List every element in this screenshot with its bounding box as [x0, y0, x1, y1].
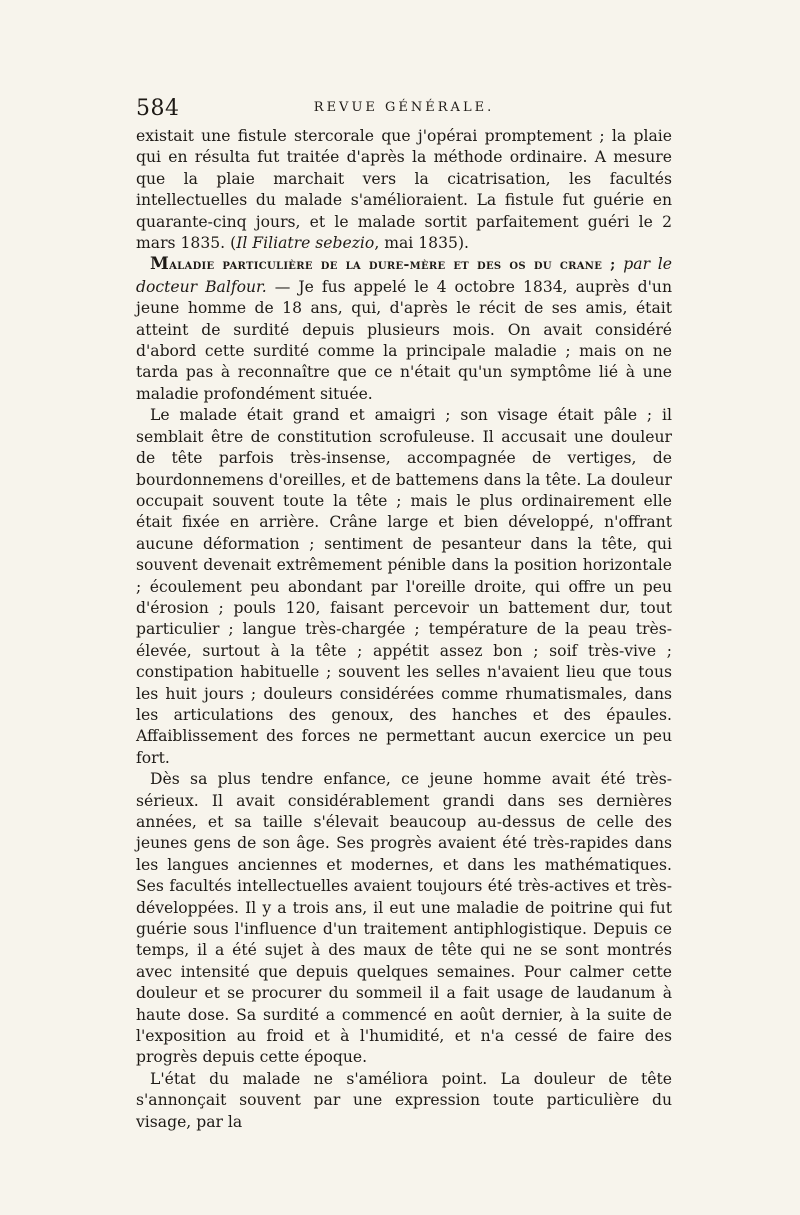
- running-head: REVUE GÉNÉRALE.: [313, 100, 495, 115]
- page-header: [136, 96, 672, 126]
- body-text: [136, 126, 672, 1133]
- paragraph-4: Dès sa plus tendre enfance, ce jeune homme avait été très-sérieux. Il avait considérablement grandi dans ses dernières années, et sa taille s'élevait beaucoup au-dessus de celle des jeunes gens de son âge. Ses progrès avaient été très-rapides dans les langues anciennes et modernes, et dans les mathématiques. Ses facultés intellectuelles avaient toujours été très-actives et très-développées. Il y a trois ans, il eut une maladie de poitrine qui fut guérie sous l'influence d'un traitement antiphlogistique. Depuis ce temps, il a été sujet à des maux de tête qui ne se sont montrés avec intensité que depuis quelques semaines. Pour calmer cette douleur et se procurer du sommeil il a fait usage de laudanum à haute dose. Sa surdité a commencé en août dernier, à la suite de l'exposition au froid et à l'humidité, et n'a cessé de faire des progrès depuis cette époque.: [136, 770, 672, 1067]
- paragraph-1: [136, 126, 672, 254]
- section-heading-initial: M: [150, 254, 170, 275]
- source-citation-tail: , mai 1835).: [374, 234, 469, 253]
- paragraph-2: [136, 254, 672, 405]
- paragraph-5: L'état du malade ne s'améliora point. La douleur de tête s'annonçait souvent par une expression toute particulière du visage, par la: [136, 1069, 672, 1131]
- section-heading: aladie particulière de la dure-mère et des os du crane ;: [169, 257, 616, 274]
- page-number: 584: [136, 96, 180, 121]
- paragraph-2-text: — Je fus appelé le 4 octobre 1834, auprès d'un jeune homme de 18 ans, qui, d'après le récit de ses amis, était atteint de surdité depuis plusieurs mois. On avait considéré d'abord cette surdité comme la principale maladie ; mais on ne tarda pas à reconnaître que ce n'était qu'un symptôme lié à une maladie profondément située.: [136, 277, 672, 403]
- paragraph-3: Le malade était grand et amaigri ; son visage était pâle ; il semblait être de constitution scrofuleuse. Il accusait une douleur de tête parfois très-insense, accompagnée de vertiges, de bourdonnemens d'oreilles, et de battemens dans la tête. La douleur occupait souvent toute la tête ; mais le plus ordinairement elle était fixée en arrière. Crâne large et bien développé, n'offrant aucune déformation ; sentiment de pesanteur dans la tête, qui souvent devenait extrêmement pénible dans la position horizontale ; écoulement peu abondant par l'oreille droite, qui offre un peu d'érosion ; pouls 120, faisant percevoir un battement dur, tout particulier ; langue très-chargée ; température de la peau très-élevée, surtout à la tête ; appétit assez bon ; soif très-vive ; constipation habituelle ; souvent les selles n'avaient lieu que tous les huit jours ; douleurs considérées comme rhumatismales, dans les articulations des genoux, des hanches et des épaules. Affaiblissement des forces ne permettant aucun exercice un peu fort.: [136, 406, 672, 767]
- section-author: par le docteur Balfour.: [136, 255, 672, 296]
- source-citation: Il Filiatre sebezio: [236, 234, 375, 253]
- paragraph-1-text: existait une fistule stercorale que j'opérai promptement ; la plaie qui en résulta fut traitée d'après la méthode ordinaire. A mesure que la plaie marchait vers la cicatrisation, les facultés intellectuelles du malade s'amélioraient. La fistule fut guérie en quarante-cinq jours, et le malade sortit parfaitement guéri le 2 mars 1835. (: [136, 127, 672, 253]
